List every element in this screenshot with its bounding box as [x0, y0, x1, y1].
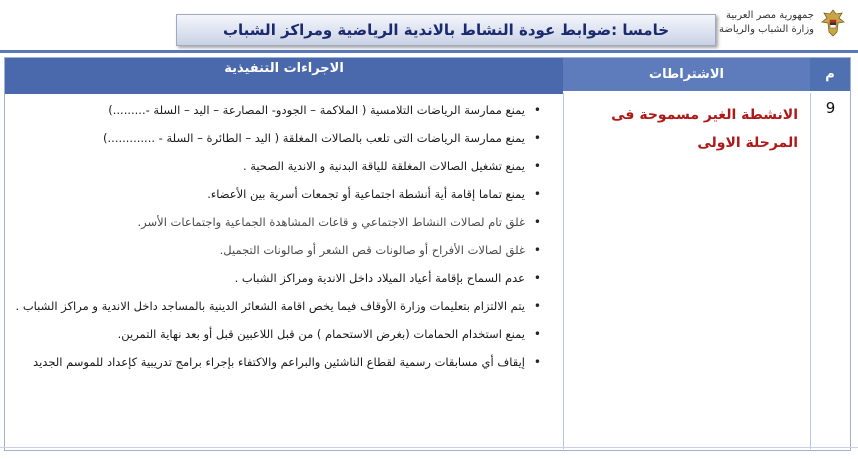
list-item-text: يمنع ممارسة الرياضات التلامسية ( الملاكمة – الجودو- المصارعة – اليد – السلة -.........) — [108, 103, 525, 117]
list-item — [13, 152, 543, 180]
logo-line-2: وزارة الشباب والرياضة — [719, 24, 814, 35]
list-item-text: عدم السماح بإقامة أعياد الميلاد داخل الاندية ومراكز الشباب . — [234, 271, 525, 285]
table-header — [5, 58, 850, 91]
bullet-icon: • — [533, 299, 541, 313]
eagle-emblem-icon — [820, 8, 846, 38]
list-item-text: يمنع تماما إقامة أية أنشطة اجتماعية أو تجمعات أسرية بين الأعضاء. — [207, 187, 525, 201]
condition-cell: الانشطة الغير مسموحة فى المرحلة الاولى — [563, 93, 810, 449]
list-item — [13, 180, 543, 208]
bullet-icon: • — [533, 215, 541, 229]
list-item-text: غلق تام لصالات النشاط الاجتماعي و قاعات المشاهدة الجماعية واجتماعات الأسر. — [137, 215, 525, 229]
list-item-text: يتم الالتزام بتعليمات وزارة الأوقاف فيما يخص اقامة الشعائر الدينية بالمساجد داخل الاندية و مراكز الشباب . — [15, 299, 525, 313]
header-conditions: الاشتراطات — [561, 58, 810, 91]
page-header — [0, 0, 858, 52]
list-item — [13, 208, 543, 236]
list-item-text: إيقاف أي مسابقات رسمية لقطاع الناشئين والبراعم والاكتفاء بإجراء برامج تدريبية كإعداد للموسم الجديد — [33, 355, 525, 369]
logo-line-1: جمهورية مصر العربية — [726, 10, 814, 21]
footer-divider — [0, 447, 858, 448]
procedures-cell — [5, 93, 563, 449]
list-item — [13, 96, 543, 124]
bullet-icon: • — [533, 159, 541, 173]
bullet-icon: • — [533, 327, 541, 341]
list-item — [13, 236, 543, 264]
ministry-name — [719, 9, 814, 37]
bullet-icon: • — [533, 355, 541, 369]
list-item — [13, 320, 543, 348]
bullet-icon: • — [533, 271, 541, 285]
ministry-logo — [719, 8, 846, 38]
list-item-text: غلق لصالات الأفراح أو صالونات قص الشعر أو صالونات التجميل. — [219, 243, 525, 257]
list-item — [13, 124, 543, 152]
page-title: خامسا :ضوابط عودة النشاط بالاندية الرياضية ومراكز الشباب — [222, 21, 670, 39]
list-item-text: يمنع ممارسة الرياضات التى تلعب بالصالات المغلقة ( اليد – الطائرة – السلة - .............) — [103, 131, 525, 145]
procedures-list — [13, 96, 543, 376]
list-item — [13, 348, 543, 376]
title-banner — [176, 14, 716, 46]
list-item — [13, 264, 543, 292]
list-item — [13, 292, 543, 320]
rules-table — [4, 57, 851, 451]
bullet-icon: • — [533, 187, 541, 201]
header-number: م — [809, 58, 850, 91]
bullet-icon: • — [533, 103, 541, 117]
header-procedures: الاجراءات التنفيذية — [5, 58, 563, 94]
header-divider — [0, 50, 858, 53]
row-number: 9 — [810, 93, 850, 449]
list-item-text: يمنع استخدام الحمامات (بغرض الاستحمام ) من قبل اللاعبين قبل أو بعد نهاية التمرين. — [117, 327, 525, 341]
list-item-text: يمنع تشغيل الصالات المغلقة للياقة البدنية و الاندية الصحية . — [242, 159, 525, 173]
bullet-icon: • — [533, 131, 541, 145]
bullet-icon: • — [533, 243, 541, 257]
